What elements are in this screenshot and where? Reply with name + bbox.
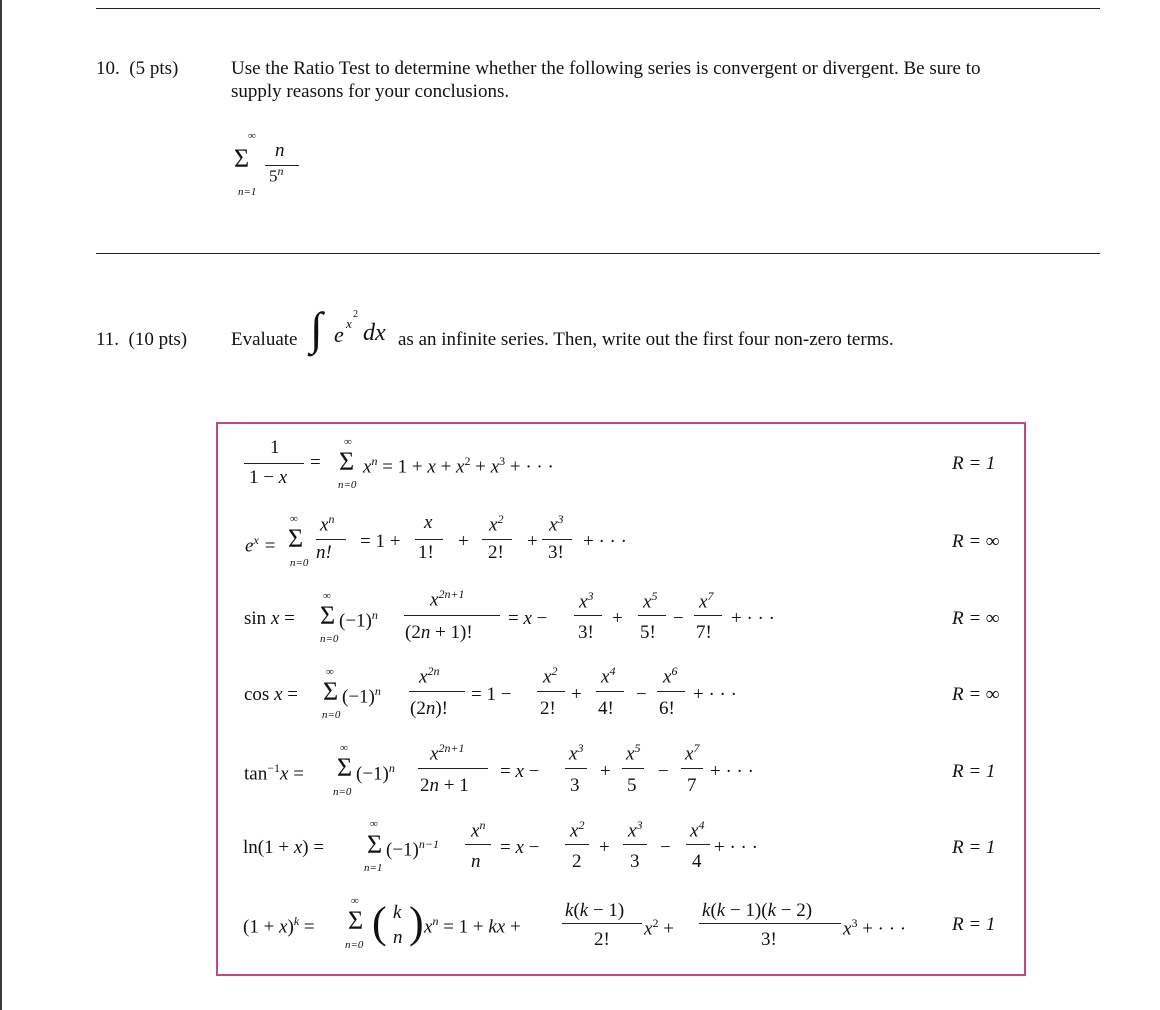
middle-rule xyxy=(96,253,1100,254)
top-rule xyxy=(96,8,1100,9)
problem-10-text-line1: Use the Ratio Test to determine whether the following series is convergent or divergent. Be sure to xyxy=(231,58,981,79)
problem-11-number: 11. (10 pts) xyxy=(96,329,188,350)
radius-sin: R = ∞ xyxy=(952,608,1000,629)
radius-binomial: R = 1 xyxy=(952,914,996,935)
problem-10-number: 10. (5 pts) xyxy=(96,58,179,79)
problem-10-text-line2: supply reasons for your conclusions. xyxy=(231,81,510,102)
page-left-edge xyxy=(0,0,2,1010)
radius-cos: R = ∞ xyxy=(952,684,1000,705)
radius-geometric: R = 1 xyxy=(952,453,996,474)
radius-arctan: R = 1 xyxy=(952,761,996,782)
radius-ln: R = 1 xyxy=(952,837,996,858)
problem-11-evaluate: Evaluate xyxy=(231,329,298,350)
problem-11-text: as an infinite series. Then, write out the first four non-zero terms. xyxy=(398,329,894,350)
radius-exp: R = ∞ xyxy=(952,531,1000,552)
